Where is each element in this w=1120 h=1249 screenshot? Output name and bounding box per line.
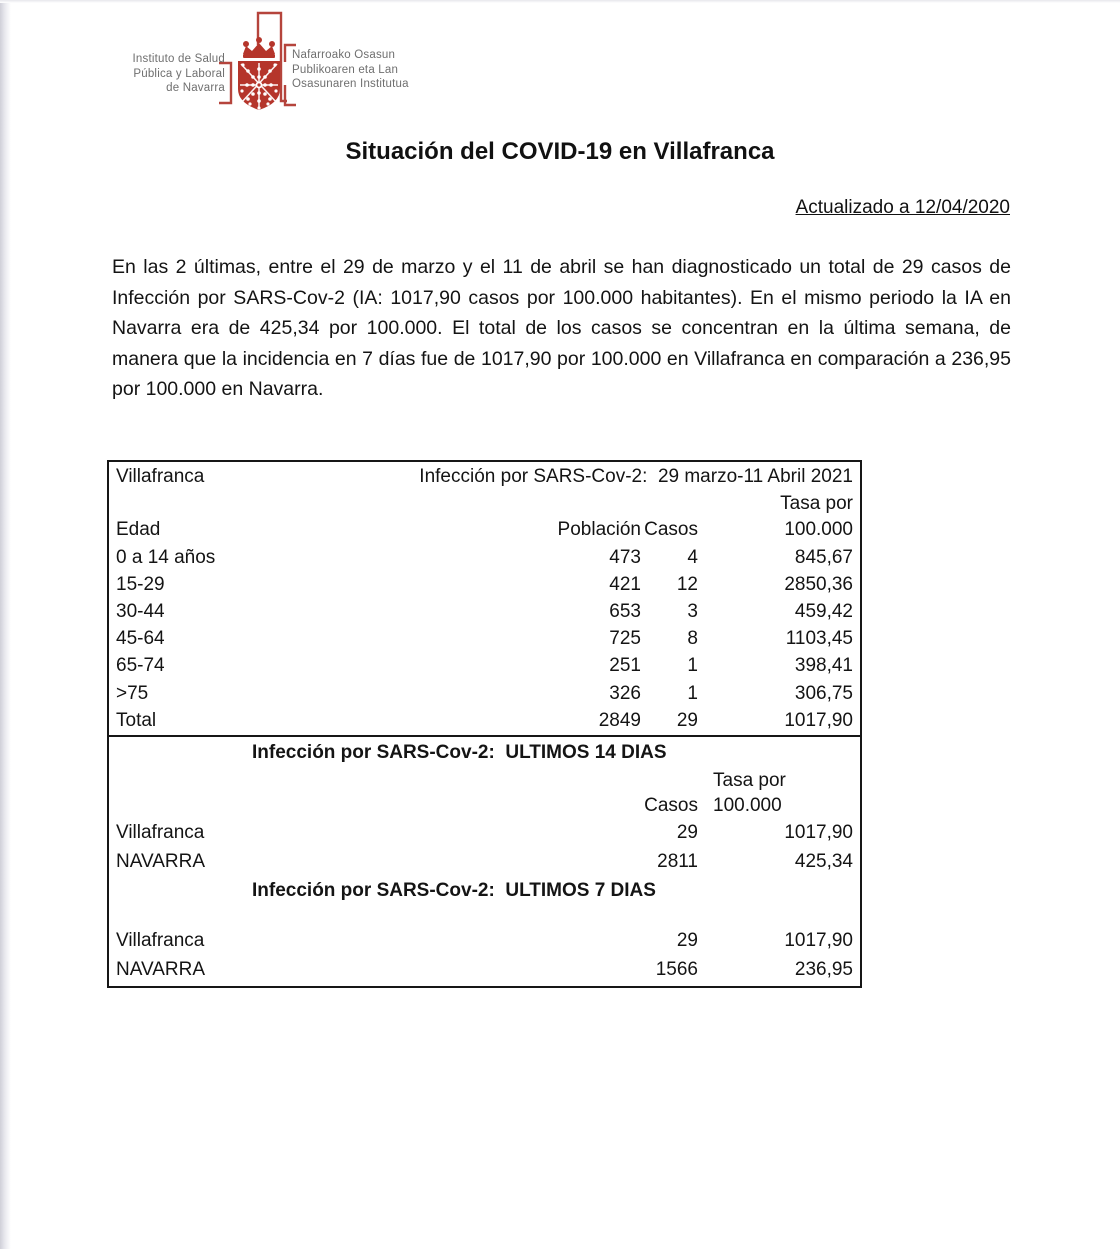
- page-left-edge: [0, 0, 11, 1249]
- cell-tasa: 398,41: [794, 655, 853, 677]
- page-top-edge: [0, 0, 1120, 3]
- cell-tasa: 1103,45: [785, 628, 853, 650]
- col-header-edad: Edad: [116, 519, 161, 540]
- cell-casos: 29: [676, 929, 698, 951]
- cell-tasa: 306,75: [794, 682, 853, 704]
- table-row: [109, 598, 860, 625]
- cell-tasa: 2850,36: [784, 573, 853, 595]
- table-row: [109, 680, 860, 707]
- section-title-7days: Infección por SARS-Cov-2: ULTIMOS 7 DIAS: [252, 880, 656, 901]
- period-incidence-table: [107, 737, 862, 988]
- page-title: Situación del COVID-19 en Villafranca: [345, 138, 775, 165]
- cell-region: NAVARRA: [116, 850, 206, 872]
- cell-region: Villafranca: [116, 821, 205, 843]
- institution-name-eu-line3: Osasunaren Institutua: [292, 78, 409, 90]
- cell-edad: >75: [116, 682, 149, 704]
- institution-name-es-line2: Pública y Laboral: [133, 67, 225, 80]
- cell-poblacion: 653: [609, 600, 641, 622]
- col-header-tasa: 100.000: [713, 794, 782, 816]
- age-table-header-row: [109, 462, 860, 492]
- col-header-casos: Casos: [644, 794, 698, 816]
- section-title-7days-row: [109, 876, 860, 906]
- rate-per-label: Tasa por: [780, 493, 853, 514]
- cell-tasa: 845,67: [794, 546, 853, 568]
- cell-casos: 29: [676, 709, 698, 731]
- cell-region: NAVARRA: [116, 958, 206, 980]
- col-header-casos: Casos: [644, 519, 698, 540]
- cell-edad: 45-64: [116, 628, 165, 650]
- age-table-rate-header-line1: [109, 492, 860, 516]
- rate-per-label: Tasa por: [713, 770, 786, 791]
- table-row: [109, 653, 860, 680]
- cell-casos: 1: [687, 682, 698, 704]
- cell-tasa: 236,95: [794, 958, 853, 980]
- table-row: [109, 955, 860, 984]
- col-header-tasa: 100.000: [784, 519, 853, 540]
- age-incidence-table: [107, 460, 862, 737]
- institution-name-eu: [292, 48, 442, 92]
- institution-name-es-line3: de Navarra: [166, 82, 225, 94]
- section-title-14days-row: [109, 737, 860, 769]
- cell-casos: 1: [687, 655, 698, 677]
- cell-region: Villafranca: [116, 929, 205, 951]
- institution-name-es: [100, 52, 225, 96]
- table-row: [109, 544, 860, 571]
- cell-casos: 4: [687, 546, 698, 568]
- period-column-headers: [109, 793, 860, 818]
- cell-poblacion: 725: [609, 628, 641, 650]
- table-row-total: [109, 707, 860, 734]
- cell-casos: 12: [676, 573, 698, 595]
- table-row: [109, 626, 860, 653]
- table-row: [109, 926, 860, 955]
- cell-edad: Total: [116, 709, 157, 731]
- cell-casos: 29: [676, 821, 698, 843]
- period-rate-header-line1: [109, 769, 860, 793]
- institution-logo: [100, 5, 445, 120]
- col-header-poblacion: Población: [557, 519, 641, 540]
- cell-poblacion: 473: [609, 546, 641, 568]
- institution-name-eu-line2: Publikoaren eta Lan: [292, 63, 399, 76]
- cell-tasa: 459,42: [794, 600, 853, 622]
- institution-name-es-line1: Instituto de Salud: [132, 53, 225, 65]
- cell-tasa: 1017,90: [784, 821, 853, 843]
- cell-casos: 3: [687, 600, 698, 622]
- age-table-column-headers: [109, 516, 860, 544]
- table-row: [109, 847, 860, 876]
- table-row: [109, 818, 860, 847]
- intro-paragraph: En las 2 últimas, entre el 29 de marzo y el 11 de abril se han diagnosticado un total de 29 casos de Infección por SARS-Cov-2 (IA: 1017,90 casos por 100.000 habitantes). En el mismo periodo la IA en Navarra era de 425,34 por 100.000. El total de los casos se concentran en la última semana, de manera que la incidencia en 7 días fue de 1017,90 por 100.000 en Villafranca en comparación a 236,95 por 100.000 en Navarra.: [112, 256, 1011, 401]
- spacer-row: [109, 906, 860, 926]
- cell-poblacion: 326: [609, 682, 641, 704]
- cell-tasa: 1017,90: [784, 929, 853, 951]
- cell-tasa: 425,34: [794, 850, 853, 872]
- institution-name-eu-line1: Nafarroako Osasun: [292, 49, 396, 61]
- cell-casos: 8: [687, 628, 698, 650]
- cell-poblacion: 421: [609, 573, 641, 595]
- cell-edad: 15-29: [116, 573, 165, 595]
- cell-edad: 0 a 14 años: [116, 546, 216, 568]
- cell-tasa: 1017,90: [784, 709, 853, 731]
- cell-casos: 1566: [655, 958, 698, 980]
- cell-poblacion: 251: [609, 655, 641, 677]
- section-title-14days: Infección por SARS-Cov-2: ULTIMOS 14 DIAS: [252, 742, 667, 763]
- cell-poblacion: 2849: [598, 709, 641, 731]
- cell-casos: 2811: [657, 850, 698, 872]
- age-table-period-title: Infección por SARS-Cov-2: 29 marzo-11 Abril 2021: [419, 466, 853, 487]
- table-row: [109, 571, 860, 598]
- cell-edad: 30-44: [116, 600, 165, 622]
- cell-edad: 65-74: [116, 655, 165, 677]
- updated-date: Actualizado a 12/04/2020: [795, 197, 1010, 218]
- age-table-region-label: Villafranca: [116, 466, 205, 487]
